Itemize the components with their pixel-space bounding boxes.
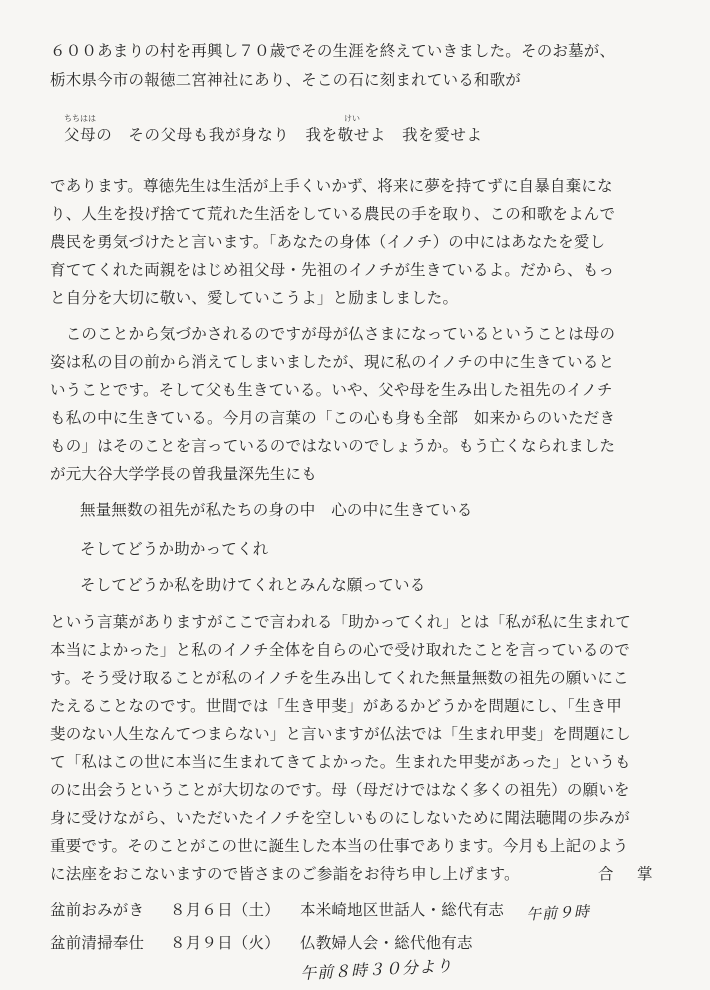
paragraph4-line-9: 重要です。そのことがこの世に誕生した本当の仕事であります。今月も上記のよう [50, 837, 629, 855]
paragraph3-line-1: このことから気づかされるのですが母が仏さまになっているということは母の [50, 325, 616, 343]
event-2-date: ８月９日（火） [170, 934, 280, 952]
quote-line-1: 無量無数の祖先が私たちの身の中 心の中に生きている [80, 501, 473, 519]
poem-ruby-chichihaha: ちちはは [64, 114, 96, 123]
paragraph3-line-6: が元大谷大学学長の曽我量深先生にも [50, 465, 317, 483]
paragraph4-line-4: たえることなのです。世間では「生き甲斐」があるかどうかを問題にし、「生き甲 [50, 697, 622, 715]
poem-ruby-kei: けい [344, 114, 360, 123]
waka-poem: 父母の その父母も我が身なり 我を敬せよ 我を愛せよ [64, 126, 483, 144]
paragraph3-line-2: 姿は私の目の前から消えてしまいましたが、現に私のイノチの中に生きていると [50, 353, 615, 371]
paragraph2-line-2: り、人生を投げ捨てて荒れた生活をしている農民の手を取り、この和歌をよんで [50, 205, 616, 223]
paragraph1-line-2: 栃木県今市の報徳二宮神社にあり、そこの石に刻まれている和歌が [50, 71, 522, 89]
paragraph4-line-7: のに出会うということが大切なのです。母（母だけではなく多くの祖先）の願いを [50, 781, 630, 799]
paragraph4-line-2: 本当によかった」と私のイノチ全体を自らの心で受け取れたことを言っているので [50, 641, 630, 659]
closing-gassho: 合 掌 [598, 865, 657, 883]
paragraph2-line-1: であります。尊徳先生は生活が上手くいかず、将来に夢を持てずに自暴自棄にな [50, 177, 613, 195]
handwritten-note-time-2: 午前８時３０分より [299, 956, 454, 983]
paragraph4-line-3: す。そう受け取ることが私のイノチを生み出してくれた無量無数の祖先の願いにこ [50, 669, 629, 687]
event-2-name: 盆前清掃奉仕 [50, 934, 145, 952]
paragraph4-line-1: という言葉がありますがここで言われる「助かってくれ」とは「私が私に生まれて [50, 613, 631, 631]
paragraph3-line-5: もの」はそのことを言っているのではないのでしょうか。もう亡くなられました [50, 437, 616, 455]
paragraph2-line-3: 農民を勇気づけたと言います。「あなたの身体（イノチ）の中にはあなたを愛し [50, 233, 606, 251]
event-1-group: 本米崎地区世話人・総代有志 [300, 901, 505, 919]
quote-line-2: そしてどうか助かってくれ [80, 540, 269, 558]
paragraph4-line-8: 身に受けながら、いただいたイノチを空しいものにしないために聞法聴聞の歩みが [50, 809, 630, 827]
paragraph4-line-5: 斐のない人生なんてつまらない」と言いますが仏法では「生まれ甲斐」を問題にし [50, 725, 631, 743]
paragraph2-line-4: 育ててくれた両親をはじめ祖父母・先祖のイノチが生きているよ。だから、もっ [50, 261, 615, 279]
paragraph4-line-6: て「私はこの世に本当に生まれてきてよかった。生まれた甲斐があった」というも [50, 753, 631, 771]
quote-line-3: そしてどうか私を助けてくれとみんな願っている [80, 576, 426, 594]
event-1-name: 盆前おみがき [50, 901, 145, 919]
event-2-group: 仏教婦人会・総代他有志 [300, 934, 473, 952]
paragraph4-line-10: に法座をおこないますので皆さまのご参詣をお待ち申し上げます。 [50, 865, 520, 883]
paragraph3-line-4: も私の中に生きている。今月の言葉の「この心も身も全部 如来からのいただき [50, 409, 616, 427]
paragraph3-line-3: いうことです。そして父も生きている。いや、父や母を生み出した祖先のイノチ [50, 381, 613, 399]
paragraph2-line-5: と自分を大切に敬い、愛していこうよ」と励ましました。 [50, 289, 459, 307]
event-1-date: ８月６日（土） [170, 901, 280, 919]
handwritten-note-time-1: 午前９時 [525, 902, 591, 924]
paragraph1-line-1: ６００あまりの村を再興し７０歳でその生涯を終えていきました。そのお墓が、 [50, 42, 616, 60]
